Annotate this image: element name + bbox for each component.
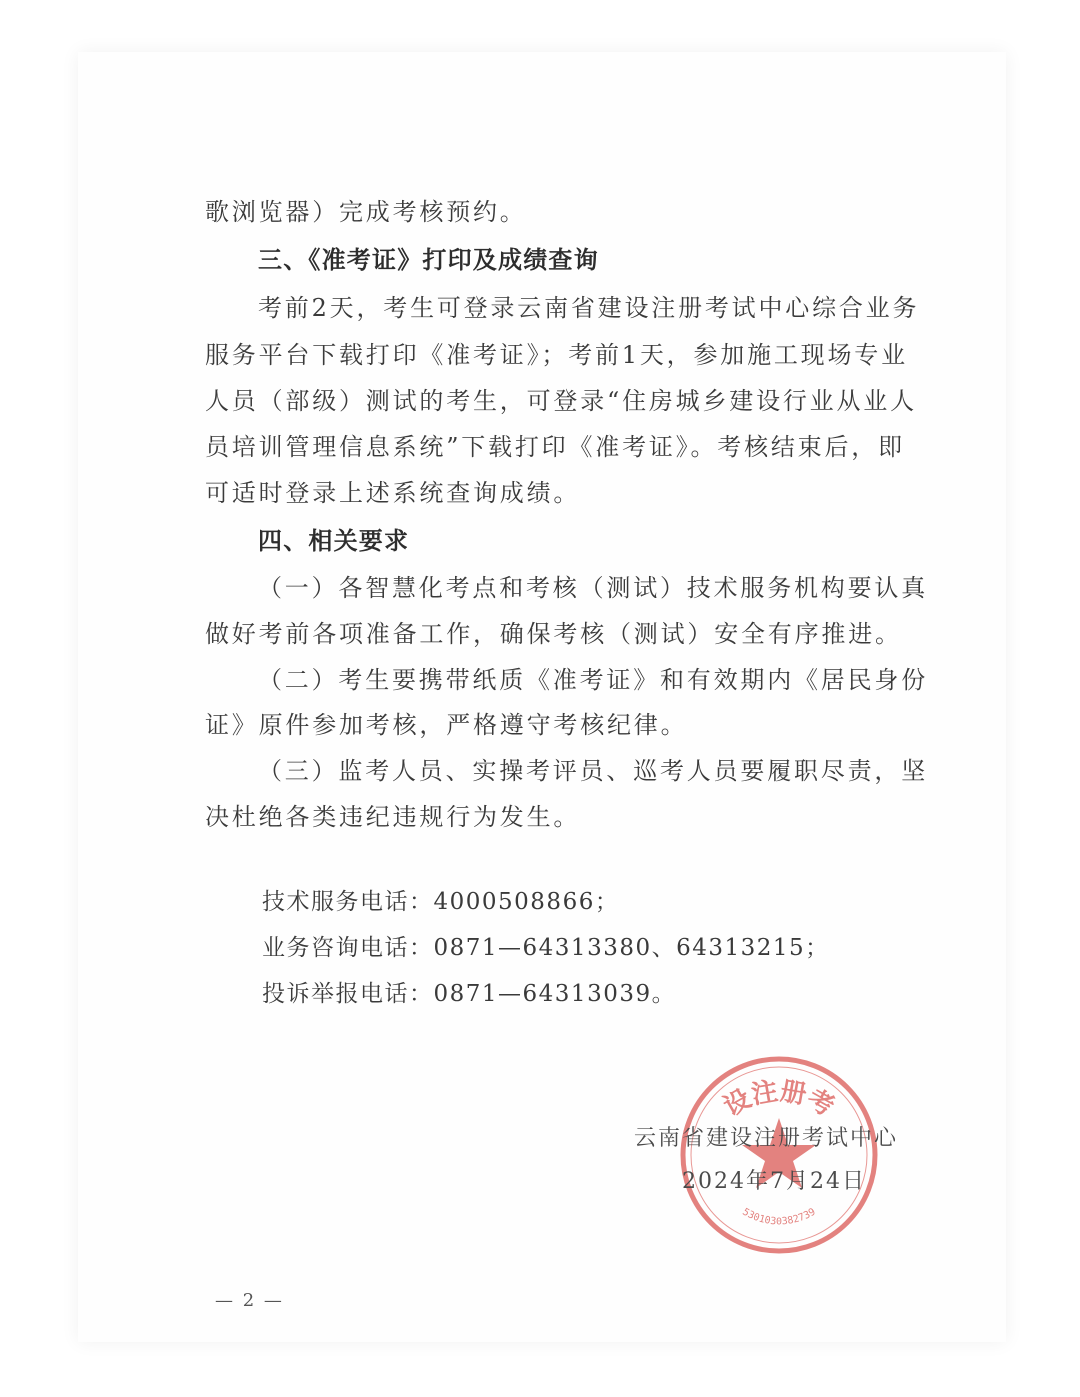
contact-complaint: 投诉举报电话：0871—64313039。 — [262, 981, 677, 1007]
section-heading-3: 三、《准考证》打印及成绩查询 — [258, 246, 599, 274]
paragraph-line: 考前2天，考生可登录云南省建设注册考试中心综合业务 — [258, 294, 920, 322]
contact-tech-service: 技术服务电话：4000508866； — [262, 889, 620, 915]
paragraph-line: 歌浏览器）完成考核预约。 — [205, 198, 527, 226]
page-number: — 2 — — [215, 1290, 284, 1311]
paragraph-line: （一）各智慧化考点和考核（测试）技术服务机构要认真 — [258, 574, 928, 602]
svg-text:5301030382739 — [740, 1207, 817, 1228]
paragraph-line: 人员（部级）测试的考生，可登录“住房城乡建设行业从业人 — [205, 387, 917, 415]
seal-code: 5301030382739 — [740, 1206, 818, 1228]
paragraph-line: 做好考前各项准备工作，确保考核（测试）安全有序推进。 — [205, 620, 902, 648]
seal-arc-text: 设注册考 — [718, 1076, 840, 1123]
official-seal-icon — [676, 1052, 882, 1258]
paragraph-line: 员培训管理信息系统”下载打印《准考证》。考核结束后，即 — [205, 433, 905, 461]
paragraph-line: （二）考生要携带纸质《准考证》和有效期内《居民身份 — [258, 666, 928, 694]
signature-org: 云南省建设注册考试中心 — [634, 1126, 899, 1151]
paragraph-line: 证》原件参加考核，严格遵守考核纪律。 — [205, 711, 688, 739]
svg-text:设注册考 — [719, 1077, 839, 1123]
contact-business-inquiry: 业务咨询电话：0871—64313380、64313215； — [262, 935, 830, 961]
signature-date: 2024年7月24日 — [682, 1169, 866, 1194]
paragraph-line: 服务平台下载打印《准考证》；考前1天，参加施工现场专业 — [205, 341, 908, 369]
paragraph-line: （三）监考人员、实操考评员、巡考人员要履职尽责，坚 — [258, 757, 928, 785]
paragraph-line: 可适时登录上述系统查询成绩。 — [205, 479, 581, 507]
paragraph-line: 决杜绝各类违纪违规行为发生。 — [205, 803, 581, 831]
section-heading-4: 四、相关要求 — [258, 527, 410, 555]
